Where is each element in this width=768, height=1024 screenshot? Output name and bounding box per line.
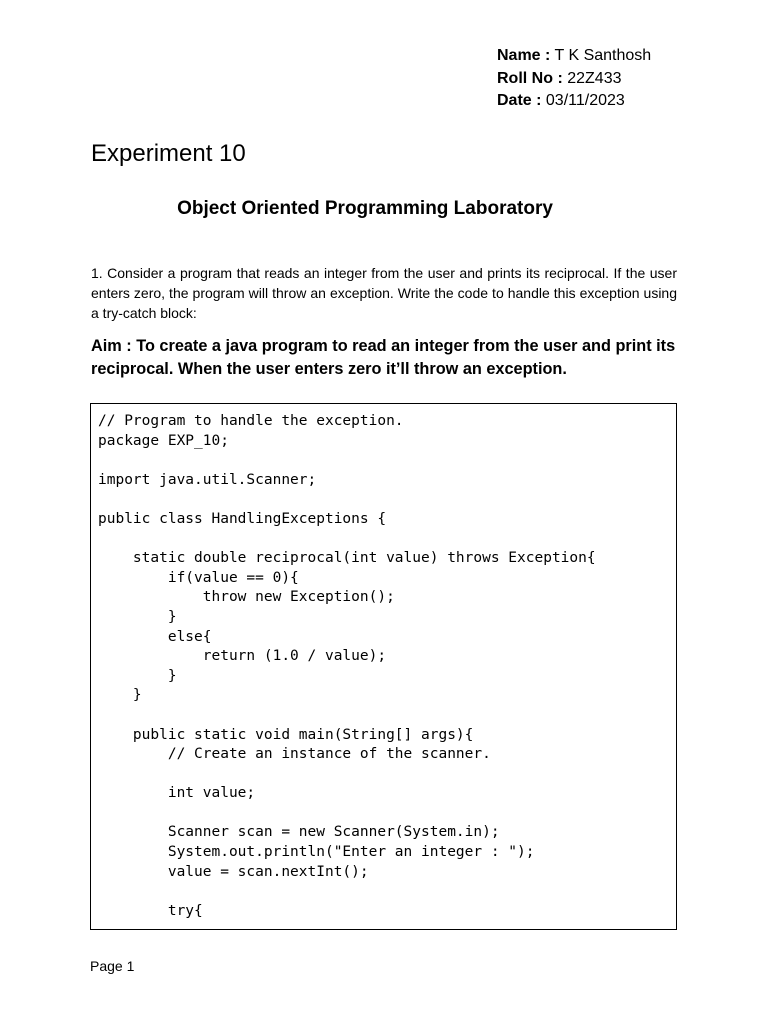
name-label: Name : bbox=[497, 47, 551, 64]
date-line bbox=[497, 90, 747, 113]
code-listing: // Program to handle the exception. package EXP_10; import java.util.Scanner; public class HandlingExceptions { static double reciprocal(int value) throws Exception{ if(value == 0){ throw new Exception(); } else{ return (1.0 / value); } } public static void main(String[] args){ // Create an instance of the scanner. int value; Scanner scan = new Scanner(System.in); System.out.println("Enter an integer : "); value = scan.nextInt(); try{ bbox=[98, 413, 596, 919]
student-info bbox=[497, 45, 747, 113]
date-label: Date : bbox=[497, 92, 542, 109]
page-number: Page 1 bbox=[90, 958, 135, 974]
date-value: 03/11/2023 bbox=[545, 92, 625, 109]
roll-value: 22Z433 bbox=[567, 69, 622, 87]
aim-text: Aim : To create a java program to read an integer from the user and print its reciprocal. When the user enters zero it’ll throw an exception. bbox=[91, 337, 676, 378]
name-line bbox=[497, 45, 747, 68]
name-value: T K Santhosh bbox=[554, 47, 652, 64]
code-listing-box bbox=[90, 403, 677, 930]
roll-line bbox=[497, 68, 747, 91]
question-text: 1. Consider a program that reads an integer from the user and prints its reciprocal. If the user enters zero, the program will throw an exception. Write the code to handle this exception using a try-catch block: bbox=[91, 265, 677, 321]
roll-label: Roll No : bbox=[497, 69, 563, 87]
experiment-title: Experiment 10 bbox=[91, 140, 246, 167]
course-subtitle: Object Oriented Programming Laboratory bbox=[177, 198, 553, 219]
